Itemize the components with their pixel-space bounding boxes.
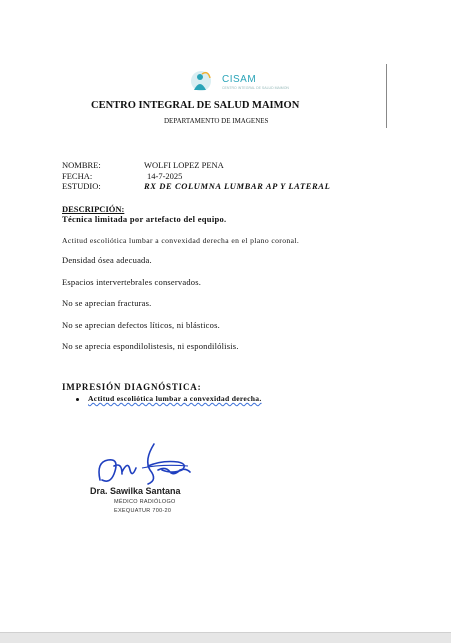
header-divider: [386, 64, 387, 128]
logo-subtext: CENTRO INTEGRAL DE SALUD MAIMON: [222, 86, 289, 90]
signature-role: MÉDICO RADIÓLOGO: [114, 499, 176, 505]
name-value: WOLFI LOPEZ PENA: [144, 160, 224, 170]
date-value: 14-7-2025: [147, 171, 183, 181]
handwritten-signature-icon: [92, 440, 202, 490]
date-label: FECHA:: [62, 171, 93, 181]
name-label: NOMBRE:: [62, 160, 101, 170]
department-title: DEPARTAMENTO DE IMAGENES: [164, 117, 269, 125]
finding-line: Densidad ósea adecuada.: [62, 255, 152, 265]
finding-line: No se aprecian fracturas.: [62, 298, 152, 308]
finding-line: Actitud escoliótica lumbar a convexidad derecha en el plano coronal.: [62, 236, 300, 245]
study-value: RX DE COLUMNA LUMBAR AP Y LATERAL: [144, 181, 331, 191]
bullet-icon: [76, 398, 79, 401]
impression-heading: IMPRESIÓN DIAGNÓSTICA:: [62, 382, 202, 392]
finding-line: No se aprecian defectos líticos, ni blásticos.: [62, 320, 220, 330]
study-label: ESTUDIO:: [62, 181, 101, 191]
finding-line: No se aprecia espondilolistesis, ni espondilólisis.: [62, 341, 239, 351]
finding-line: Espacios intervertebrales conservados.: [62, 277, 202, 287]
logo-text: CISAM: [222, 74, 257, 85]
signature-exequatur: EXEQUATUR 700-20: [114, 508, 172, 514]
center-title: CENTRO INTEGRAL DE SALUD MAIMON: [91, 100, 300, 111]
viewer-bottom-bar: [0, 632, 451, 643]
impression-item-text: Actitud escoliótica lumbar a convexidad derecha.: [88, 394, 262, 403]
description-heading: DESCRIPCIÓN:: [62, 204, 125, 214]
description-subheading: Técnica limitada por artefacto del equipo.: [62, 214, 227, 224]
signature-name: Dra. Sawilka Santana: [90, 486, 181, 496]
impression-item: [76, 394, 262, 403]
